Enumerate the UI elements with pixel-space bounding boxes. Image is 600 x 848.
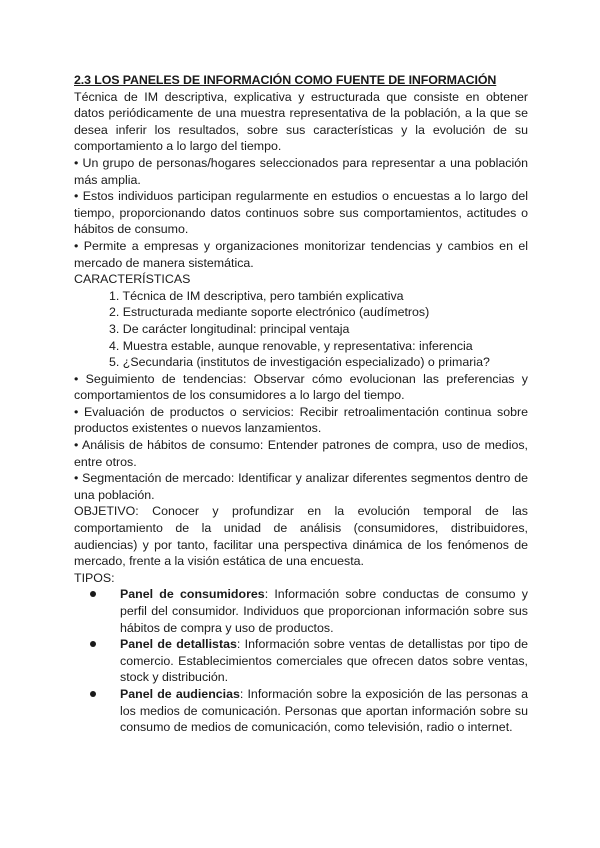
- characteristics-list: [74, 288, 528, 371]
- type-name: Panel de detallistas: [120, 637, 237, 652]
- section-title: 2.3 LOS PANELES DE INFORMACIÓN COMO FUENTE DE INFORMACIÓN: [74, 73, 497, 87]
- type-item: [106, 586, 528, 636]
- objective-paragraph: OBJETIVO: Conocer y profundizar en la evolución temporal de las comportamiento de la unidad de análisis (consumidores, distribuidores, audiencias) y por tanto, facilitar una perspectiva dinámica de los fenómenos de mercado, frente a la visión estática de una encuesta.: [74, 504, 528, 569]
- use-bullet: • Análisis de hábitos de consumo: Entender patrones de compra, uso de medios, entre otros.: [74, 438, 528, 469]
- type-item: [106, 636, 528, 686]
- type-description: : Información sobre conductas de consumo y perfil del consumidor. Individuos que proporcionan información sobre sus hábitos de compra y uso de productos.: [120, 587, 528, 635]
- intro-bullet: • Permite a empresas y organizaciones monitorizar tendencias y cambios en el mercado de manera sistemática.: [74, 238, 528, 270]
- type-name: Panel de audiencias: [120, 686, 240, 701]
- characteristic-item: 1. Técnica de IM descriptiva, pero también explicativa: [109, 288, 404, 303]
- type-name: Panel de consumidores: [120, 587, 265, 602]
- use-bullet: • Seguimiento de tendencias: Observar cómo evolucionan las preferencias y comportamientos de los consumidores a lo largo del tiempo.: [74, 371, 528, 403]
- type-item: [106, 686, 528, 736]
- types-list: [74, 586, 528, 735]
- bullet-dot-icon: [90, 641, 96, 647]
- type-description: : Información sobre la exposición de las personas a los medios de comunicación. Personas que aportan información sobre su consumo de medios de comunicación, como televisión, radio o internet.: [120, 686, 529, 735]
- type-description: : Información sobre ventas de detallistas por tipo de comercio. Establecimientos comerciales que ofrecen datos sobre ventas, stock y distribución.: [120, 637, 528, 685]
- use-bullet: • Segmentación de mercado: Identificar y analizar diferentes segmentos dentro de una población.: [74, 471, 528, 502]
- bullet-dot-icon: [90, 691, 96, 697]
- intro-bullet: • Un grupo de personas/hogares seleccionados para representar a una población más amplia.: [74, 155, 528, 187]
- types-heading: TIPOS:: [74, 570, 115, 585]
- bullet-dot-icon: [90, 591, 96, 597]
- characteristic-item: 4. Muestra estable, aunque renovable, y representativa: inferencia: [109, 338, 473, 353]
- characteristic-item: 5. ¿Secundaria (institutos de investigación especializado) o primaria?: [109, 355, 490, 370]
- intro-paragraph: Técnica de IM descriptiva, explicativa y estructurada que consiste en obtener datos periódicamente de una muestra representativa de la población, a la que se desea inferir los resultados, sobre sus características y la evolución de su comportamiento a lo largo del tiempo.: [74, 89, 528, 154]
- characteristics-heading: CARACTERÍSTICAS: [74, 272, 191, 287]
- intro-bullet: • Estos individuos participan regularmente en estudios o encuestas a lo largo del tiempo, proporcionando datos continuos sobre sus comportamientos, actitudes o hábitos de consumo.: [74, 189, 528, 237]
- characteristic-item: 2. Estructurada mediante soporte electrónico (audímetros): [109, 305, 430, 320]
- use-bullet: • Evaluación de productos o servicios: Recibir retroalimentación continua sobre productos existentes o nuevos lanzamientos.: [74, 404, 528, 436]
- characteristic-item: 3. De carácter longitudinal: principal ventaja: [109, 321, 350, 336]
